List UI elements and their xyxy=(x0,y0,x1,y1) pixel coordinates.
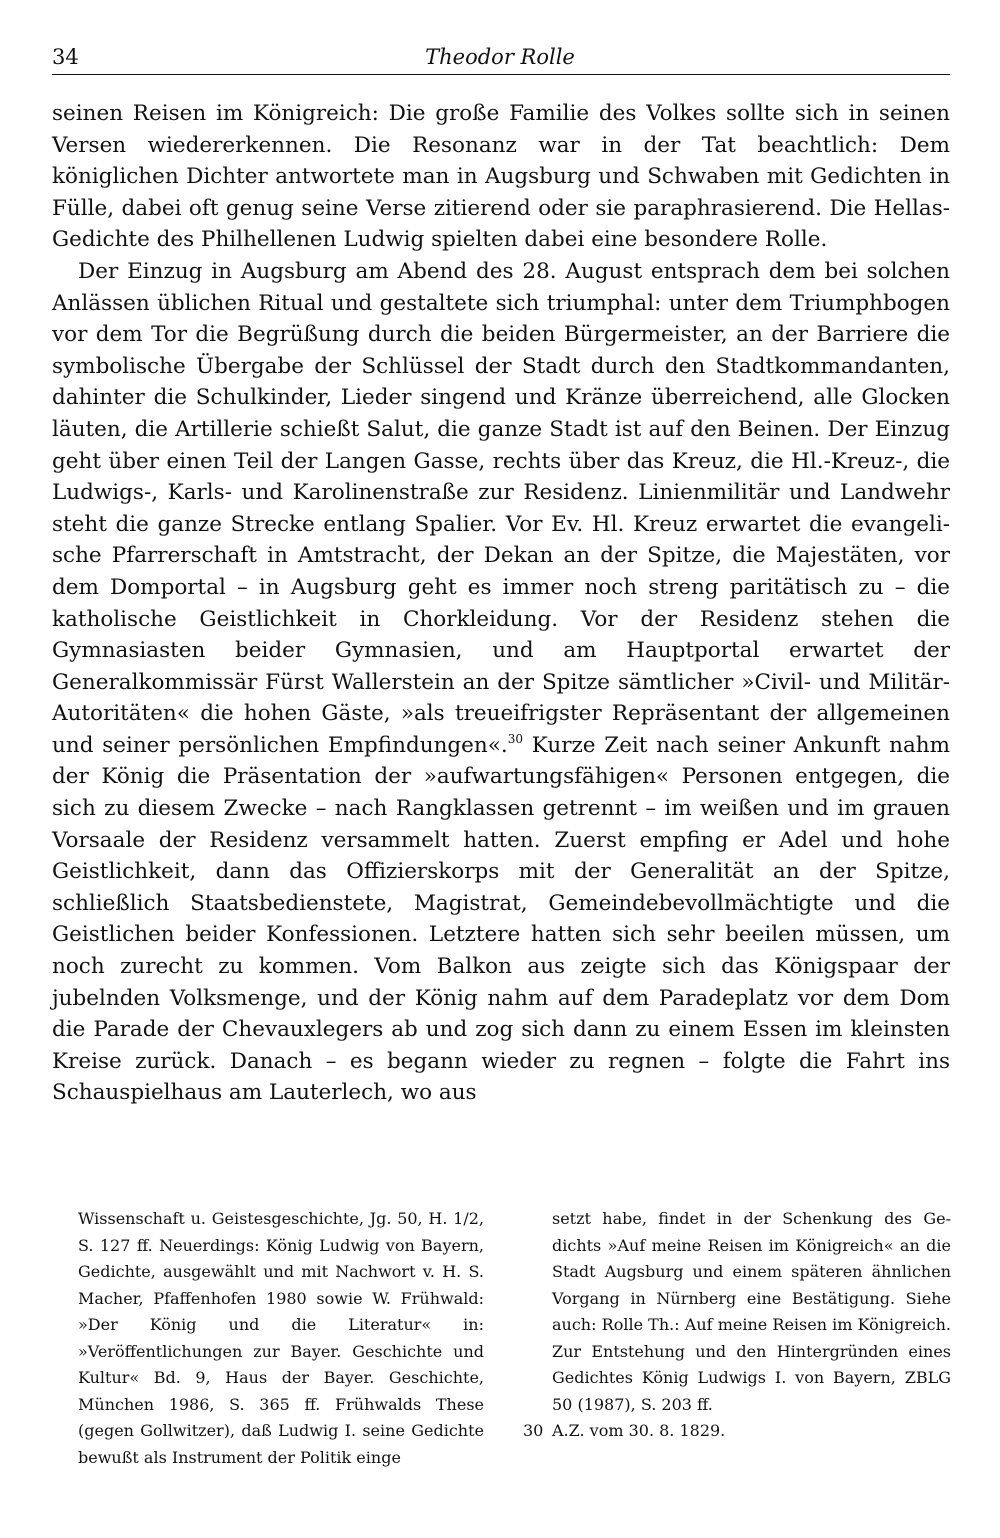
paragraph xyxy=(52,256,950,1109)
running-title: Theodor Rolle xyxy=(425,45,575,69)
footnote-continuation: Wissenschaft u. Geistesgeschichte, Jg. 50, H. 1/2, S. 127 ff. Neuerdings: König Ludwig von Bayern, Gedichte, ausgewählt und mit Nachwort v. H. S. Macher, Pfaffenhofen 1980 sowie W. Frühwald: »Der König und die Literatur« in: »Veröffentlichungen zur Bayer. Geschichte und Kultur« Bd. 9, Haus der Bayer. Geschichte, München 1986, S. 365 ff. Frühwalds These (gegen Gollwitzer), daß Ludwig I. seine Gedichte bewußt als Instrument der Politik einge xyxy=(78,1209,484,1467)
paragraph: seinen Reisen im Königreich: Die große Familie des Volkes sollte sich in seinen Versen wiedererkennen. Die Resonanz war in der Tat beachtlich: Dem königlichen Dichter antwortete man in Augsburg und Schwaben mit Gedichten in Fülle, dabei oft genug seine Verse zitierend oder sie paraphrasierend. Die Hellas-Gedichte des Philhellenen Ludwig spielten dabei eine besondere Rolle. xyxy=(52,101,950,253)
footnote-continuation: setzt habe, findet in der Schenkung des Gedichts »Auf meine Reisen im Königreich« an die Stadt Augsburg und einem späteren ähnlichen Vorgang in Nürnberg eine Bestätigung. Siehe auch: Rolle Th.: Auf meine Reisen im Königreich. Zur Entstehung und den Hintergründen eines Gedichtes König Ludwigs I. von Bayern, ZBLG 50 (1987), S. 203 ff. xyxy=(552,1209,951,1414)
footnotes-right-column xyxy=(523,1206,951,1445)
header-rule xyxy=(52,74,950,75)
footnote-reference[interactable]: 30 xyxy=(507,731,524,746)
footnotes-left-column xyxy=(78,1206,484,1471)
footnote-text: A.Z. vom 30. 8. 1829. xyxy=(552,1421,726,1440)
paragraph-text: Der Einzug in Augsburg am Abend des 28. August entsprach dem bei solchen Anlässen üblichen Ritual und gestaltete sich triumphal: unter dem Triumphbogen vor dem Tor die Begrüßung durch die beiden Bürgermeister, an der Barriere die symbolische Übergabe der Schlüssel der Stadt durch den Stadtkommandanten, dahinter die Schulkinder, Lieder singend und Kränze überreichend, alle Glocken läuten, die Artillerie schießt Salut, die ganze Stadt ist auf den Beinen. Der Einzug geht über einen Teil der Langen Gasse, rechts über das Kreuz, die Hl.-Kreuz-, die Ludwigs-, Karls- und Karolinenstraße zur Residenz. Linienmilitär und Landwehr steht die ganze Strecke entlang Spalier. Vor Ev. Hl. Kreuz erwartet die evangelische Pfarrerschaft in Amtstracht, der Dekan an der Spitze, die Majestäten, vor dem Domportal – in Augsburg geht es immer noch streng paritätisch zu – die katholische Geistlichkeit in Chorkleidung. Vor der Residenz stehen die Gymnasiasten beider Gymnasien, und am Hauptportal erwartet der Generalkommissär Fürst Wallerstein an der Spitze sämtlicher »Civil- und Militär-Autoritäten« die hohen Gäste, »als treueifrigster Repräsentant der allgemeinen und seiner persönlichen Empfindungen«. xyxy=(52,258,950,758)
paragraph-text: Kurze Zeit nach seiner Ankunft nahm der König die Präsentation der »aufwartungsfähigen« Personen entgegen, die sich zu diesem Zwecke – nach Rangklassen getrennt – im weißen und im grauen Vorsaale der Residenz versammelt hatten. Zuerst empfing er Adel und hohe Geistlichkeit, dann das Offizierskorps mit der Generalität an der Spitze, schließlich Staatsbedienstete, Magistrat, Gemeindebevollmächtigte und die Geistlichen beider Konfessionen. Letztere hatten sich sehr beeilen müssen, um noch zurecht zu kommen. Vom Balkon aus zeigte sich das Königspaar der jubelnden Volksmenge, und der König nahm auf dem Paradeplatz vor dem Dom die Parade der Chevauxlegers ab und zog sich dann zu einem Essen im kleinsten Kreise zurück. Danach – es begann wieder zu regnen – folgte die Fahrt ins Schauspielhaus am Lauterlech, wo aus xyxy=(52,732,950,1106)
footnote-30 xyxy=(523,1418,951,1445)
page-number: 34 xyxy=(52,45,79,69)
footnote-number: 30 xyxy=(523,1421,544,1440)
body-text xyxy=(52,98,950,1198)
